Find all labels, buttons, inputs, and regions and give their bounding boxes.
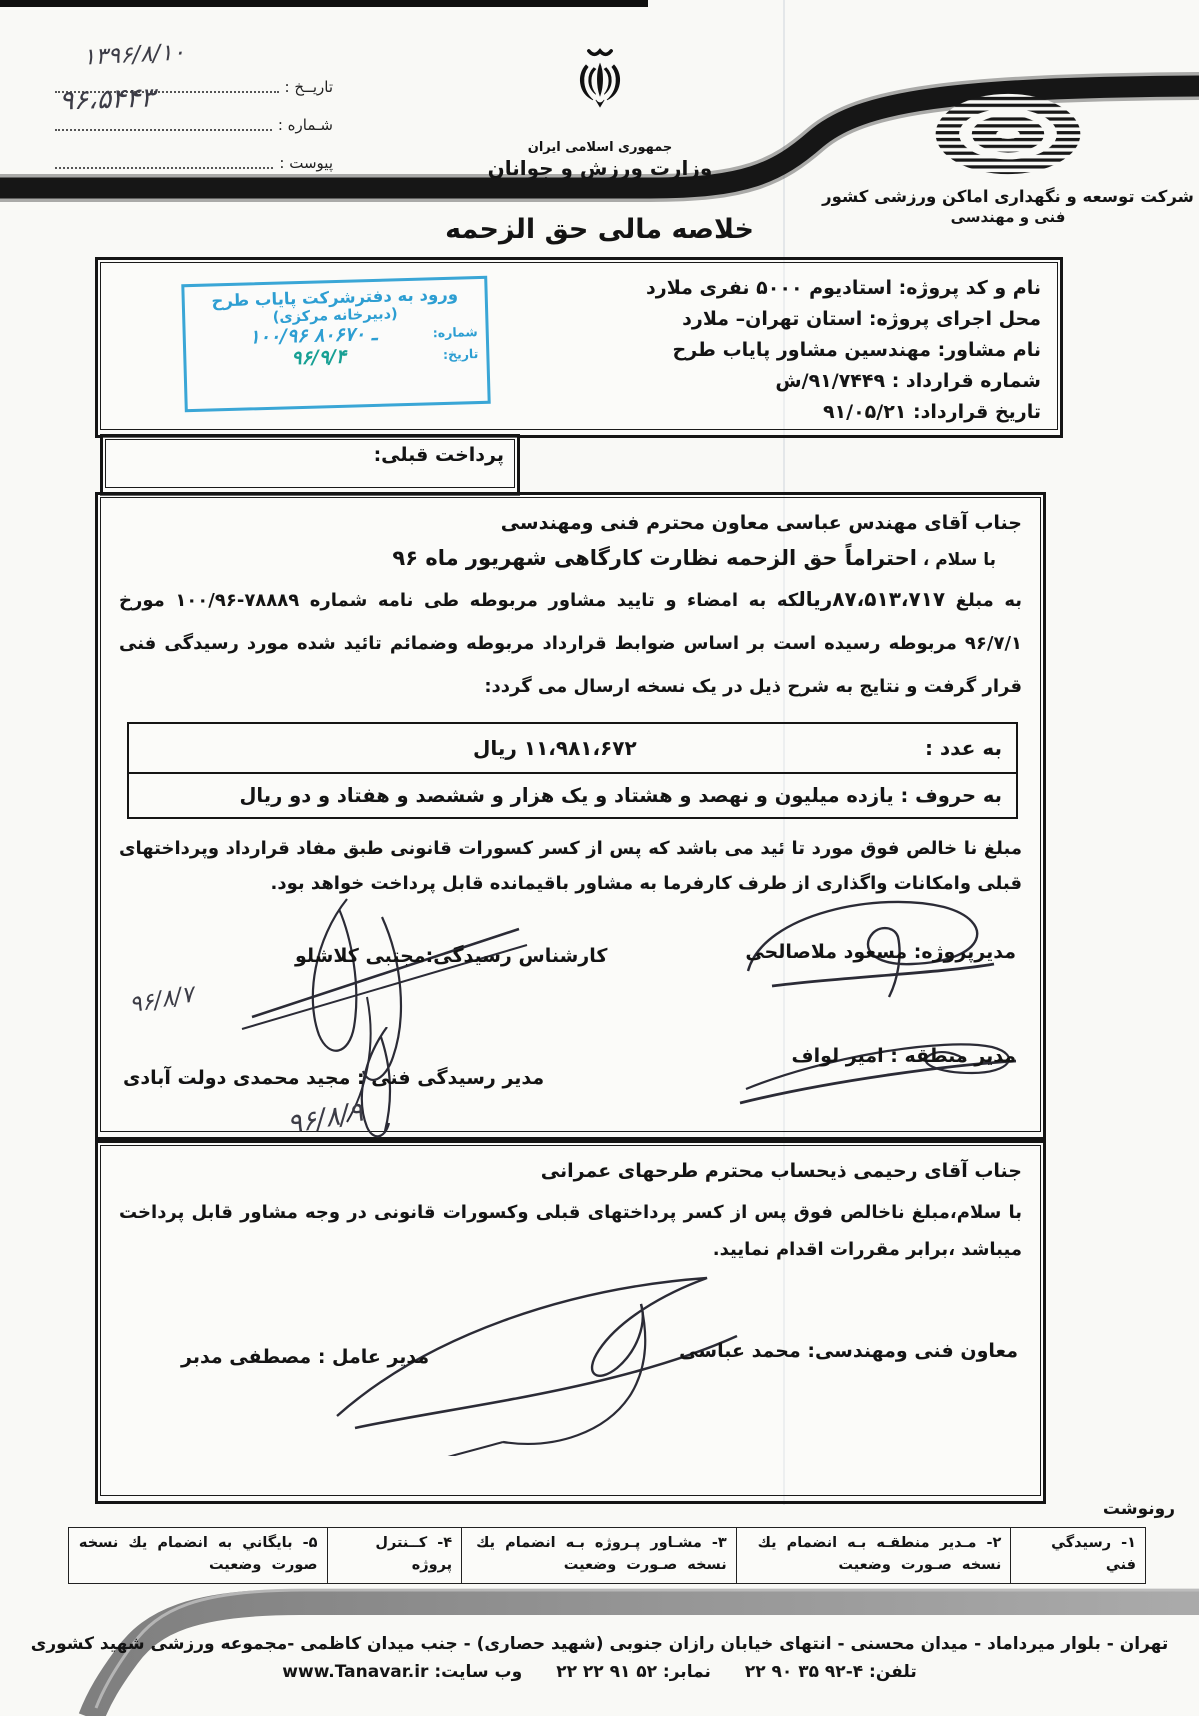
number-field-label: شـماره : [277,116,333,134]
consultant-name-line: نام مشاور: مهندسین مشاور پایاب طرح [672,339,1041,361]
letter1-subject-line [117,546,996,570]
attachment-dotted-line [55,166,273,169]
cc-cell-2: ۲- مـدیر منطقـه بـه انضمام یك نسخه صـورت وضعیت [736,1528,1011,1584]
footer-phone: تلفن: ۴-۹۲ ۳۵ ۹۰ ۲۲ [744,1662,917,1682]
company-header [822,90,1194,226]
gross-amount: ۸۷،۵۱۳،۷۱۷ [832,587,946,611]
project-name-line: نام و کد پروژه: استادیوم ۵۰۰۰ نفری ملارد [646,277,1041,299]
stamp-date-label: تاریخ: [442,345,479,362]
letterhead-fields [55,39,335,172]
region-manager-label: مدیر منطقه : امیر لواف [791,1045,1016,1067]
letter-body-box [95,492,1046,1140]
signature-review-expert [197,877,537,1127]
contract-number-line: شماره قرارداد : ۹۱/۷۴۴۹/ش [775,370,1041,392]
country-name: جمهوری اسلامی ایران [527,140,673,155]
amount-words-value: یازده میلیون و نهصد و هشتاد و یک هزار و ششصد و هفتاد و دو ریال [239,784,894,807]
letter1-body-rest: که به امضاء و تایید مشاور مربوطه طی نامه شماره ۷۸۸۸۹-۱۰۰/۹۶ مورخ ۹۶/۷/۱ مربوطه رسیده است بر اساس ضوابط قرارداد مربوطه وضمائم تائید شده مورد رسیدگی فنی قرار گرفت و نتایج به شرح ذیل در یک نسخه ارسال می گردد: [119,590,1022,697]
payment-order-box [95,1140,1046,1504]
stamp-date-value: ۹۶/۹/۴ [291,345,347,370]
stamp-subtitle: (دبیرخانه مرکزی) [272,306,398,326]
page-title: خلاصه مالی حق الزحمه [445,214,754,245]
net-amount-note: مبلغ نا خالص فوق مورد تا ئید می باشد که پس از کسر کسورات قانونی طبق مفاد قرارداد وپرداختهای قبلی وامکانات واگذاری از طرف کارفرما به مشاور باقیمانده قابل پرداخت خواهد بود. [119,838,1022,894]
ceo-label: مدیر عامل : مصطفی مدبر [181,1346,430,1368]
stamp-title: ورود به دفترشرکت پایاب طرح [211,284,459,311]
number-field-value: ۹۶،۵۴۴۳ [58,82,156,117]
tech-review-date: ۹۶/۸/۹ [284,1096,366,1141]
footer-address: تهران - بلوار میرداماد - میدان محسنی - انتهای خیابان رازان جنوبی (شهید حصاری) - جنب میدان کاظمی -مجموعه ورزشی شهید کشوری [30,1634,1169,1654]
subject-text: احتراماً حق الزحمه نظارت کارگاهی شهریور ماه ۹۶ [392,546,917,570]
amount-words-label: به حروف : [893,784,1002,807]
attachment-field-label: پیوست : [279,154,333,172]
previous-payment-label: پرداخت قبلی: [373,444,504,466]
footer-web-label: وب سایت: [434,1662,523,1682]
date-field-value: ۱۳۹۶/۸/۱۰ [82,39,186,71]
cc-cell-4: ۴- کــنترل پروژه [327,1528,462,1584]
project-location-line: محل اجرای پروژه: استان تهران– ملارد [682,308,1041,330]
company-name: شرکت توسعه و نگهداری اماکن ورزشی کشور [822,187,1194,206]
deputy-label: معاون فنی ومهندسی: محمد عباسی [679,1340,1018,1362]
stamp-number-label: شماره: [432,323,478,340]
amount-box [127,722,1018,819]
signature-zone-1 [117,907,1024,1141]
amount-numeric-label: به عدد : [924,736,1002,760]
scan-edge-strip [0,0,648,7]
signature-region-manager [734,1015,1034,1125]
letter1-body [119,578,1022,708]
footer-contacts [0,1662,1199,1682]
signature-zone-2 [117,1282,1024,1457]
cc-cell-3: ۳- مشـاور پـروژه بـه انضمام یك نسخه صـورت وضعیت [462,1528,737,1584]
project-manager-label: مدیرپروژه: مسعود ملاصالحی [745,941,1016,963]
footer-website: www.Tanavar.ir [282,1662,429,1682]
stamp-number-value: ۱۰۰/۹۶ ـ ۸۰۶۷۰ [249,322,378,349]
review-expert-date: ۹۶/۸/۷ [127,981,196,1019]
attachment-field [55,134,335,172]
footer-web [282,1662,522,1682]
amount-numeric-row [129,724,1016,774]
amount-prefix: به مبلغ [945,590,1023,611]
cc-cell-1: ۱- رسیدگي فني [1011,1528,1146,1584]
tech-review-manager-label: مدیر رسیدگی فنی : مجید محمدی دولت آبادی [123,1067,545,1089]
previous-payment-box [100,434,520,496]
amount-words-row [129,774,1016,817]
date-field-label: تاریــخ : [284,78,333,96]
amount-numeric-value: ۱۱،۹۸۱،۶۷۲ ریال [473,736,637,760]
contract-date-line: تاریخ قرارداد: ۹۱/۰۵/۲۱ [822,401,1041,423]
cc-cell-5: ۵- بایگاني به انضمام یك نسخه صورت وضعیت [69,1528,328,1584]
greeting-text: با سلام ، [916,550,996,570]
footer [0,1634,1199,1682]
letter1-recipient: جناب آقای مهندس عباسی معاون محترم فنی ومهندسی [500,512,1022,534]
number-dotted-line [55,128,272,131]
entry-stamp [181,276,490,412]
ministry-name: وزارت ورزش و جوانان [487,156,713,180]
iran-emblem-icon [565,42,635,134]
stadium-stripes-logo [929,90,1087,178]
cc-heading: رونوشت [1102,1499,1175,1519]
amount-unit: ریال [798,587,833,611]
letter2-recipient: جناب آقای رحیمی ذیحساب محترم طرحهای عمرانی [540,1160,1022,1182]
company-department: فنی و مهندسی [950,208,1066,226]
review-expert-label: کارشناس رسیدگی:مجتبی کلاشلو [295,945,608,967]
footer-fax: نمابر: ۵۲ ۹۱ ۲۲ ۲۲ [556,1662,711,1682]
ministry-header [455,42,745,180]
letter2-body: با سلام،مبلغ ناخالص فوق پس از کسر پرداختهای قبلی وکسورات قانونی در وجه مشاور قابل پرداخت میباشد ،برابر مقررات اقدام نمایید. [119,1202,1022,1260]
